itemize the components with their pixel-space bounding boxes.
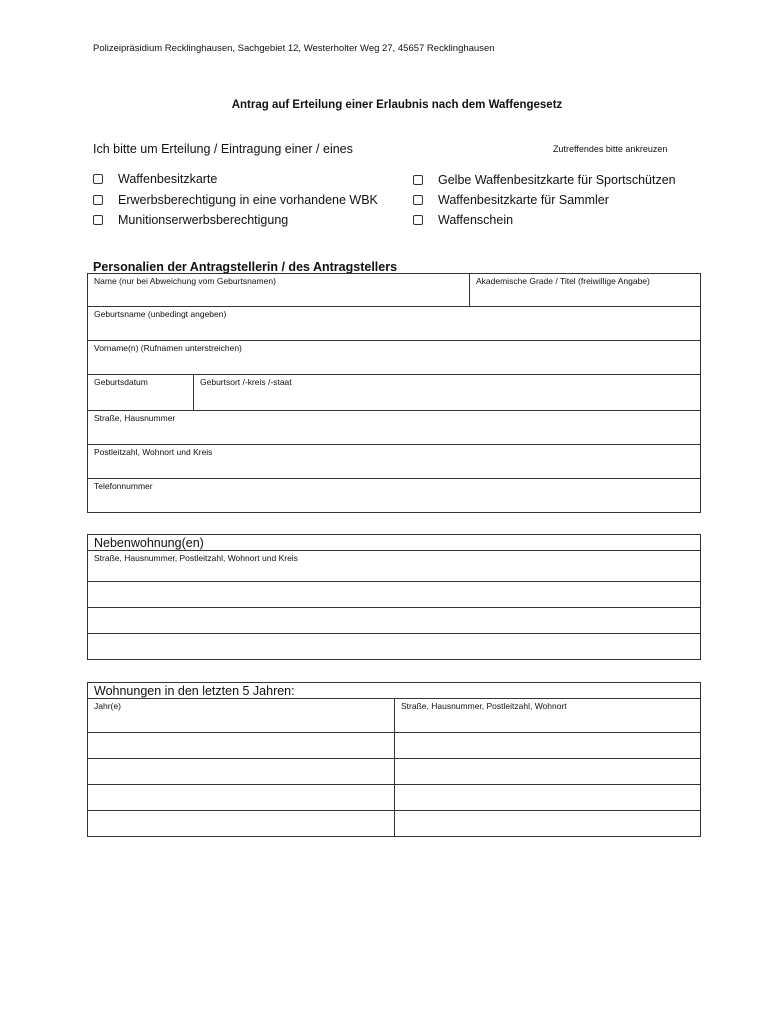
option-label: Waffenbesitzkarte für Sammler	[438, 193, 609, 207]
previous-address-input-5[interactable]	[395, 811, 700, 836]
field-label: Name (nur bei Abweichung vom Geburtsnamen)	[94, 276, 276, 286]
previous-address-field[interactable]	[394, 811, 700, 836]
secondary-address-line[interactable]	[88, 608, 700, 633]
year-field[interactable]	[88, 699, 394, 732]
field-label: Jahr(e)	[94, 701, 121, 711]
table-row	[88, 698, 700, 732]
year-field[interactable]	[88, 759, 394, 784]
checkbox[interactable]	[93, 195, 103, 205]
secondary-address-field[interactable]	[88, 551, 700, 581]
year-input-1[interactable]	[88, 699, 394, 732]
field-label: Geburtsort /-kreis /-staat	[200, 377, 292, 387]
year-field[interactable]	[88, 811, 394, 836]
street-input[interactable]	[88, 411, 700, 444]
table-row	[88, 410, 700, 444]
table-row	[88, 732, 700, 758]
secondary-address-input-4[interactable]	[88, 634, 700, 659]
birth-place-input[interactable]	[194, 375, 700, 410]
birth-place-field[interactable]	[193, 375, 700, 410]
previous-address-input-4[interactable]	[395, 785, 700, 810]
option-label: Gelbe Waffenbesitzkarte für Sportschützen	[438, 173, 676, 187]
option-label: Munitionserwerbsberechtigung	[118, 213, 289, 227]
checkbox[interactable]	[413, 215, 423, 225]
year-input-5[interactable]	[88, 811, 394, 836]
secondary-address-input-3[interactable]	[88, 608, 700, 633]
previous-address-input-2[interactable]	[395, 733, 700, 758]
table-row	[88, 550, 700, 581]
previous-residences-table	[87, 682, 701, 837]
phone-input[interactable]	[88, 479, 700, 512]
table-row	[88, 683, 700, 698]
intro-text: Ich bitte um Erteilung / Eintragung einer / eines	[93, 142, 353, 156]
field-label: Straße, Hausnummer	[94, 413, 176, 423]
option-erwerbsberechtigung[interactable]	[93, 193, 378, 207]
secondary-address-input-1[interactable]	[88, 551, 700, 581]
street-field[interactable]	[88, 411, 700, 444]
option-wbk-sammler[interactable]	[413, 193, 609, 207]
secondary-address-line[interactable]	[88, 634, 700, 659]
option-munitionserwerbsberechtigung[interactable]	[93, 213, 288, 227]
table-row	[88, 607, 700, 633]
checkbox-hint: Zutreffendes bitte ankreuzen	[553, 144, 668, 154]
year-input-4[interactable]	[88, 785, 394, 810]
year-input-2[interactable]	[88, 733, 394, 758]
name-input[interactable]	[88, 274, 469, 306]
previous-address-field[interactable]	[394, 759, 700, 784]
option-label: Erwerbsberechtigung in eine vorhandene WBK	[118, 193, 378, 207]
checkbox[interactable]	[93, 215, 103, 225]
table-row	[88, 340, 700, 374]
previous-title-cell	[88, 683, 700, 698]
table-row	[88, 758, 700, 784]
header-address: Polizeipräsidium Recklinghausen, Sachgebiet 12, Westerholter Weg 27, 45657 Recklinghausen	[93, 43, 495, 54]
checkbox[interactable]	[93, 174, 103, 184]
table-row	[88, 444, 700, 478]
field-label: Postleitzahl, Wohnort und Kreis	[94, 447, 213, 457]
table-row	[88, 581, 700, 607]
birth-name-field[interactable]	[88, 307, 700, 340]
year-field[interactable]	[88, 785, 394, 810]
field-label: Vorname(n) (Rufnamen unterstreichen)	[94, 343, 242, 353]
secondary-residence-table	[87, 534, 701, 660]
previous-address-field[interactable]	[394, 699, 700, 732]
option-gelbe-wbk[interactable]	[413, 173, 676, 187]
secondary-address-line[interactable]	[88, 582, 700, 607]
year-field[interactable]	[88, 733, 394, 758]
option-label: Waffenbesitzkarte	[118, 172, 218, 186]
option-waffenbesitzkarte[interactable]	[93, 172, 217, 186]
first-names-field[interactable]	[88, 341, 700, 374]
table-row	[88, 784, 700, 810]
personal-section-title: Personalien der Antragstellerin / des Antragstellers	[93, 260, 398, 274]
table-row	[88, 535, 700, 550]
field-label: Telefonnummer	[94, 481, 153, 491]
previous-address-field[interactable]	[394, 733, 700, 758]
table-row	[88, 810, 700, 836]
first-names-input[interactable]	[88, 341, 700, 374]
previous-address-field[interactable]	[394, 785, 700, 810]
table-row	[88, 306, 700, 340]
name-field[interactable]	[88, 274, 469, 306]
option-label: Waffenschein	[438, 213, 514, 227]
birth-name-input[interactable]	[88, 307, 700, 340]
previous-section-title: Wohnungen in den letzten 5 Jahren:	[94, 684, 295, 698]
field-label: Akademische Grade / Titel (freiwillige Angabe)	[476, 276, 650, 286]
secondary-title-cell	[88, 535, 700, 550]
phone-field[interactable]	[88, 479, 700, 512]
field-label: Geburtsname (unbedingt angeben)	[94, 309, 227, 319]
previous-address-input-3[interactable]	[395, 759, 700, 784]
academic-title-input[interactable]	[470, 274, 700, 306]
secondary-address-input-2[interactable]	[88, 582, 700, 607]
year-input-3[interactable]	[88, 759, 394, 784]
field-label: Straße, Hausnummer, Postleitzahl, Wohnort und Kreis	[94, 553, 298, 563]
city-input[interactable]	[88, 445, 700, 478]
personal-data-table	[87, 273, 701, 513]
field-label: Geburtsdatum	[94, 377, 148, 387]
table-row	[88, 633, 700, 659]
birth-date-field[interactable]	[88, 375, 193, 410]
field-label: Straße, Hausnummer, Postleitzahl, Wohnort	[401, 701, 567, 711]
secondary-section-title: Nebenwohnung(en)	[94, 536, 204, 550]
academic-title-field[interactable]	[469, 274, 700, 306]
city-field[interactable]	[88, 445, 700, 478]
birth-date-input[interactable]	[88, 375, 193, 410]
form-title: Antrag auf Erteilung einer Erlaubnis nach dem Waffengesetz	[231, 99, 563, 111]
table-row	[88, 374, 700, 410]
table-row	[88, 274, 700, 306]
previous-address-input-1[interactable]	[395, 699, 700, 732]
checkbox[interactable]	[413, 175, 423, 185]
table-row	[88, 478, 700, 512]
option-waffenschein[interactable]	[413, 213, 513, 227]
checkbox[interactable]	[413, 195, 423, 205]
